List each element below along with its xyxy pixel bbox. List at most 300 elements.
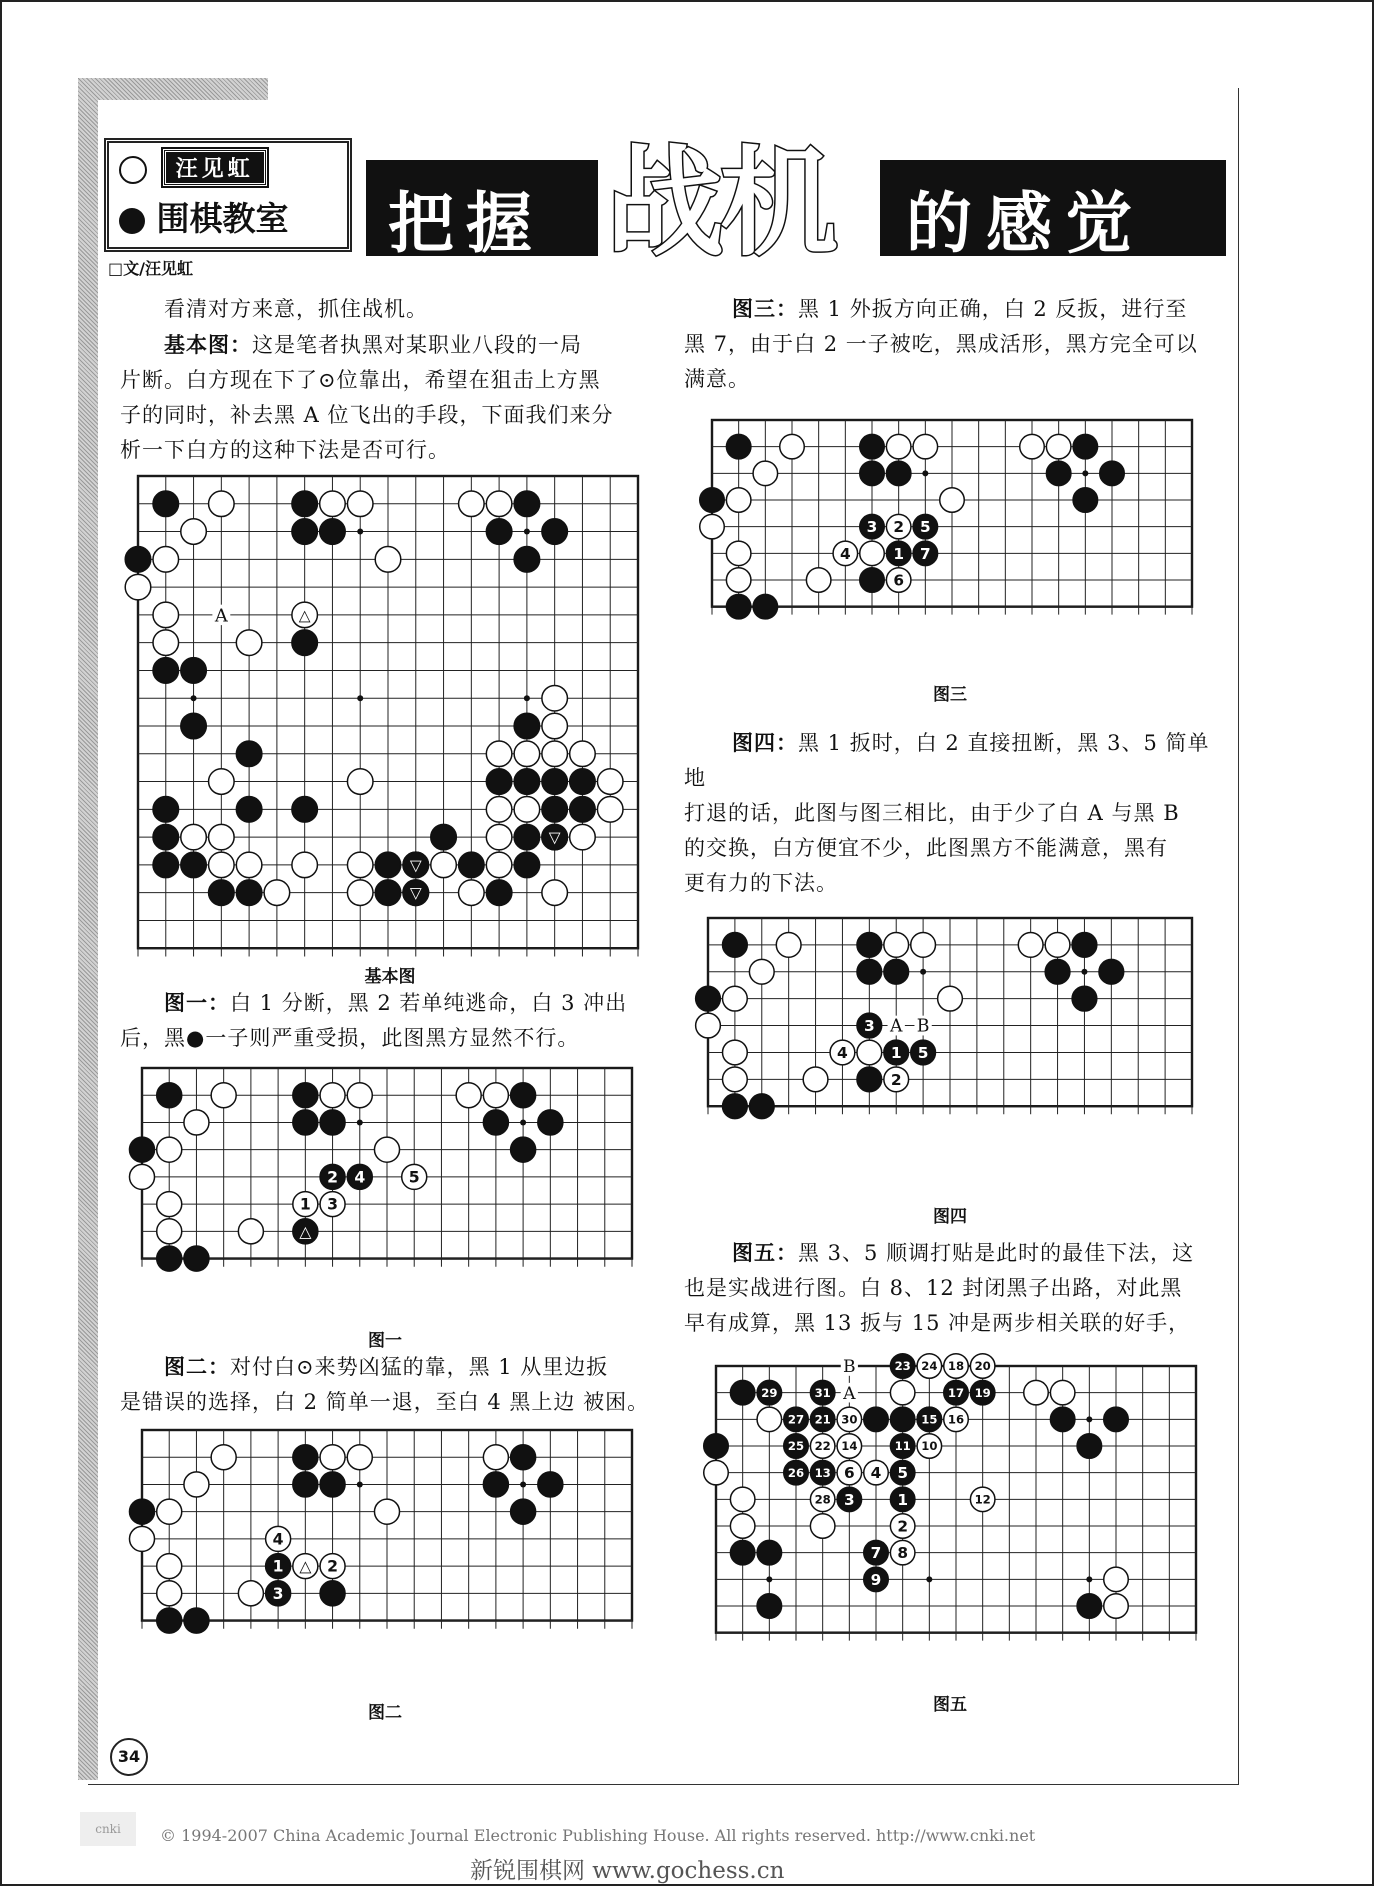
black-stone: [542, 797, 568, 823]
star-point: [1086, 1576, 1092, 1582]
black-stone-icon: [119, 208, 145, 234]
move-number: 8: [897, 1544, 909, 1563]
point-letter: A: [889, 1016, 903, 1037]
move-number: 3: [863, 1017, 875, 1036]
move-number: 17: [947, 1385, 965, 1400]
white-stone: [347, 1445, 372, 1470]
move-number: 22: [814, 1439, 831, 1454]
move-number: 2: [897, 1517, 909, 1536]
move-number: 26: [787, 1465, 805, 1480]
move-number: 30: [841, 1412, 858, 1427]
black-stone: [514, 547, 540, 573]
fig4-label: 图四：: [732, 731, 798, 755]
white-stone: [1104, 1594, 1129, 1619]
move-number: 2: [327, 1556, 339, 1576]
white-stone: [753, 461, 778, 486]
title-left: 把握: [388, 185, 544, 262]
black-stone: [486, 880, 512, 906]
black-stone: [153, 797, 179, 823]
star-point: [1081, 969, 1087, 975]
black-stone: [375, 852, 401, 878]
point-letter: B: [843, 1357, 856, 1378]
black-stone: [153, 852, 179, 878]
white-stone: [597, 797, 623, 823]
white-stone: [375, 547, 401, 573]
move-number: △: [299, 1556, 312, 1576]
basic-line: 子的同时，补去黑 A 位飞出的手段，下面我们来分: [120, 403, 614, 427]
move-number: 3: [327, 1194, 339, 1214]
black-stone: [860, 461, 885, 486]
white-stone: [913, 434, 938, 459]
white-stone: [211, 1083, 236, 1108]
caption-fig2: 图二: [368, 1703, 402, 1723]
point-letter: A: [843, 1383, 856, 1404]
black-stone: [757, 1594, 782, 1619]
move-number: 4: [272, 1529, 284, 1549]
white-stone: [320, 1445, 345, 1470]
black-stone: [320, 519, 346, 545]
white-stone: [157, 1499, 182, 1524]
white-stone: [211, 1445, 236, 1470]
white-stone: [1104, 1567, 1129, 1592]
white-stone: [181, 519, 207, 545]
black-stone: [486, 769, 512, 795]
black-stone: [570, 797, 596, 823]
fig2-line: 对付白⊙来势凶猛的靠，黑 1 从里边扳: [230, 1355, 609, 1379]
white-stone: [347, 1083, 372, 1108]
white-stone: [1046, 434, 1071, 459]
fig5-line: 早有成算，黑 13 扳与 15 冲是两步相关联的好手，: [684, 1311, 1191, 1335]
black-stone: [542, 519, 568, 545]
black-stone: [730, 1380, 755, 1405]
white-stone: [911, 933, 936, 958]
black-stone: [570, 769, 596, 795]
white-stone: [184, 1110, 209, 1135]
move-number: 1: [890, 1044, 902, 1063]
diagram-fig5: [716, 1357, 1196, 1670]
white-stone: [486, 797, 512, 823]
column-name-label: 围棋教室: [156, 199, 289, 238]
move-number: 1: [893, 544, 905, 563]
title-right-block: [880, 160, 1226, 262]
move-number: 5: [897, 1464, 909, 1483]
white-stone: [157, 1581, 182, 1606]
black-stone: [184, 1246, 209, 1271]
star-point: [524, 529, 530, 535]
author-tag-label: 汪见虹: [163, 149, 267, 186]
black-stone: [704, 1434, 729, 1459]
white-stone: [1050, 1380, 1075, 1405]
star-point: [357, 529, 363, 535]
white-stone: [938, 986, 963, 1011]
white-stone: [726, 488, 751, 513]
black-stone: [538, 1110, 563, 1135]
white-stone: [486, 852, 512, 878]
star-point: [922, 470, 928, 476]
black-stone: [184, 1608, 209, 1633]
basic-label: 基本图：: [164, 333, 252, 357]
move-number: 20: [974, 1359, 991, 1374]
byline: □文/汪见虹: [108, 259, 193, 278]
black-stone: [542, 769, 568, 795]
diagram-fig3: [712, 418, 1192, 668]
move-number: 16: [947, 1412, 965, 1427]
white-stone: [157, 1219, 182, 1244]
star-point: [766, 1576, 772, 1582]
black-stone: [514, 852, 540, 878]
move-number: 2: [327, 1167, 339, 1187]
white-stone: [884, 933, 909, 958]
move-number: 4: [837, 1044, 848, 1063]
white-stone: [696, 1013, 721, 1038]
white-stone: [347, 852, 373, 878]
caption-fig1: 图一: [368, 1331, 402, 1351]
title-big: 战机: [606, 134, 835, 272]
fig5-label: 图五：: [732, 1241, 798, 1265]
star-point: [191, 695, 197, 701]
move-number: 2: [893, 518, 905, 537]
white-stone: [347, 491, 373, 517]
black-stone: [860, 434, 885, 459]
white-stone: [730, 1514, 755, 1539]
black-stone: [514, 491, 540, 517]
basic-line: 析一下白方的这种下法是否可行。: [120, 438, 450, 462]
move-number: 7: [919, 544, 931, 563]
fig2-paragraph: [120, 1350, 660, 1420]
fig1-line: 后，黑●一子则严重受损，此图黑方显然不行。: [120, 1026, 580, 1050]
white-stone: [374, 1499, 399, 1524]
move-number: 28: [814, 1492, 831, 1507]
author-tag: [119, 149, 267, 186]
fig5-line: 黑 3、5 顺调打贴是此时的最佳下法，这: [798, 1241, 1195, 1265]
move-number: 25: [787, 1439, 805, 1454]
diagram-fig2: [142, 1428, 632, 1678]
white-stone: [940, 488, 965, 513]
black-stone: [292, 491, 318, 517]
copyright-footer[interactable]: © 1994-2007 China Academic Journal Electronic Publishing House. All rights reserved. http://www.cnki.net: [160, 1826, 1036, 1845]
black-stone: [486, 519, 512, 545]
white-stone: [570, 741, 596, 767]
black-stone: [293, 1445, 318, 1470]
black-stone: [129, 1137, 154, 1162]
move-number: 14: [841, 1439, 858, 1454]
black-stone: [726, 594, 751, 619]
black-stone: [730, 1540, 755, 1565]
white-stone: [542, 685, 568, 711]
star-point: [920, 969, 926, 975]
white-stone: [209, 824, 235, 850]
black-stone: [483, 1472, 508, 1497]
fig5-line: 也是实战进行图。白 8、12 封闭黑子出路，对此黑: [684, 1276, 1183, 1300]
white-stone: [1020, 434, 1045, 459]
black-stone: [511, 1137, 536, 1162]
move-number: 11: [894, 1439, 911, 1454]
move-number: 24: [921, 1359, 938, 1374]
black-stone: [1073, 434, 1098, 459]
black-stone: [293, 1083, 318, 1108]
white-stone: [514, 741, 540, 767]
black-stone: [1100, 461, 1125, 486]
black-stone: [157, 1083, 182, 1108]
fig3-line: 黑 7，由于白 2 一子被吃，黑成活形，黑方完全可以: [684, 332, 1198, 356]
black-stone: [514, 713, 540, 739]
white-stone: [153, 602, 179, 628]
star-point: [357, 1481, 363, 1487]
fig3-line: 黑 1 外扳方向正确，白 2 反扳，进行至: [798, 297, 1188, 321]
black-stone: [181, 852, 207, 878]
fig1-label: 图一：: [164, 991, 230, 1015]
fig3-line: 满意。: [684, 367, 750, 391]
white-stone: [347, 880, 373, 906]
move-number: 12: [974, 1492, 991, 1507]
white-stone: [726, 541, 751, 566]
black-stone: [293, 1472, 318, 1497]
white-stone: [542, 880, 568, 906]
move-number: 18: [947, 1359, 965, 1374]
move-number: 4: [870, 1464, 882, 1483]
white-stone: [456, 1083, 481, 1108]
star-point: [357, 1119, 363, 1125]
star-point: [520, 1119, 526, 1125]
black-stone: [696, 986, 721, 1011]
move-number: 1: [897, 1490, 909, 1509]
fig4-line: 更有力的下法。: [684, 871, 838, 895]
caption-fig5: 图五: [933, 1695, 967, 1715]
white-stone: [238, 1581, 263, 1606]
white-stone: [181, 824, 207, 850]
white-stone: [570, 824, 596, 850]
move-number: 4: [354, 1167, 366, 1187]
white-stone: [238, 1219, 263, 1244]
move-number: 3: [272, 1583, 284, 1603]
white-stone: [483, 1083, 508, 1108]
white-stone: [236, 630, 262, 656]
star-point: [1086, 1416, 1092, 1422]
black-stone: [153, 491, 179, 517]
white-stone: [209, 852, 235, 878]
white-stone: [153, 547, 179, 573]
black-stone: [857, 959, 882, 984]
white-stone: [726, 568, 751, 593]
white-stone-icon: [119, 156, 147, 184]
white-stone: [459, 491, 485, 517]
white-stone: [129, 1526, 154, 1551]
white-stone: [157, 1554, 182, 1579]
point-letter: B: [916, 1016, 930, 1037]
white-stone: [700, 514, 725, 539]
white-stone: [153, 630, 179, 656]
black-stone: [375, 880, 401, 906]
white-stone: [459, 880, 485, 906]
move-number: 10: [921, 1439, 938, 1454]
black-stone: [890, 1407, 915, 1432]
move-number: 19: [974, 1385, 991, 1400]
move-number: 4: [839, 544, 851, 563]
black-stone: [320, 1472, 345, 1497]
stone-mark: ▽: [409, 884, 422, 903]
fig4-line: 的交换，白方便宜不少，此图黑方不能满意，黑有: [684, 836, 1168, 860]
move-number: 5: [919, 518, 931, 537]
point-letter: A: [214, 605, 228, 627]
diagram-fig1: [142, 1066, 632, 1306]
white-stone: [292, 852, 318, 878]
black-stone: [757, 1540, 782, 1565]
caption-fig3: 图三: [933, 685, 967, 705]
black-stone: [459, 852, 485, 878]
white-stone: [723, 1067, 748, 1092]
white-stone: [209, 491, 235, 517]
black-stone: [723, 933, 748, 958]
white-stone: [320, 491, 346, 517]
black-stone: [1073, 488, 1098, 513]
black-stone: [514, 824, 540, 850]
title-left-block: [366, 160, 598, 262]
white-stone: [486, 741, 512, 767]
move-number: 6: [843, 1464, 855, 1483]
white-stone: [890, 1380, 915, 1405]
black-stone: [431, 824, 457, 850]
move-number: 5: [917, 1044, 929, 1063]
black-stone: [723, 1094, 748, 1119]
white-stone: [184, 1472, 209, 1497]
black-stone: [857, 1067, 882, 1092]
black-stone: [181, 713, 207, 739]
basic-line: 这是笔者执黑对某职业八段的一局: [252, 333, 582, 357]
black-stone: [181, 658, 207, 684]
fig4-paragraph: [684, 726, 1224, 901]
black-stone: [157, 1608, 182, 1633]
stone-mark: ▽: [409, 856, 422, 875]
white-stone: [347, 769, 373, 795]
white-stone: [806, 568, 831, 593]
fig3-label: 图三：: [732, 297, 798, 321]
white-stone: [157, 1137, 182, 1162]
move-number: 27: [787, 1412, 805, 1427]
stone-mark: ▽: [548, 828, 561, 847]
black-stone: [292, 519, 318, 545]
black-stone: [1072, 986, 1097, 1011]
basic-paragraph: [120, 328, 660, 468]
black-stone: [1077, 1434, 1102, 1459]
site-footer[interactable]: 新锐围棋网 www.gochess.cn: [470, 1858, 785, 1884]
black-stone: [125, 547, 151, 573]
black-stone: [292, 797, 318, 823]
move-number: 3: [866, 518, 878, 537]
white-stone: [125, 574, 151, 600]
black-stone: [749, 1094, 774, 1119]
move-number: 6: [893, 571, 905, 590]
move-number: 7: [870, 1544, 882, 1563]
black-stone: [236, 741, 262, 767]
black-stone: [860, 568, 885, 593]
white-stone: [374, 1137, 399, 1162]
star-point: [1082, 470, 1088, 476]
move-number: 21: [814, 1412, 831, 1427]
white-stone: [320, 1083, 345, 1108]
black-stone: [483, 1110, 508, 1135]
black-stone: [157, 1246, 182, 1271]
move-number: 1: [272, 1556, 284, 1576]
white-stone: [514, 797, 540, 823]
white-stone: [129, 1164, 154, 1189]
white-stone: [857, 1040, 882, 1065]
star-point: [357, 695, 363, 701]
black-stone: [292, 630, 318, 656]
white-stone: [810, 1514, 835, 1539]
black-stone: [236, 880, 262, 906]
black-stone: [1045, 959, 1070, 984]
white-stone: [236, 852, 262, 878]
black-stone: [857, 933, 882, 958]
white-stone: [597, 769, 623, 795]
black-stone: [886, 461, 911, 486]
white-stone: [723, 1040, 748, 1065]
fig2-line: 是错误的选择，白 2 简单一退，至白 4 黑上边 被困。: [120, 1390, 650, 1414]
black-stone: [153, 658, 179, 684]
black-stone: [1099, 959, 1124, 984]
white-stone: [730, 1487, 755, 1512]
black-stone: [236, 797, 262, 823]
diagram-fig4: [708, 916, 1192, 1168]
white-stone: [757, 1407, 782, 1432]
basic-line: 片断。白方现在下了⊙位靠出，希望在狙击上方黑: [120, 368, 601, 392]
white-stone: [749, 959, 774, 984]
white-stone: [723, 986, 748, 1011]
black-stone: [129, 1499, 154, 1524]
move-number: 13: [814, 1465, 831, 1480]
black-stone: [511, 1445, 536, 1470]
black-stone: [538, 1472, 563, 1497]
move-number: 15: [921, 1412, 938, 1427]
black-stone: [1072, 933, 1097, 958]
fig1-line: 白 1 分断，黑 2 若单纯逃命，白 3 冲出: [230, 991, 628, 1015]
move-number: 3: [843, 1490, 855, 1509]
white-stone: [860, 541, 885, 566]
black-stone: [511, 1499, 536, 1524]
white-stone: [542, 713, 568, 739]
fig1-paragraph: [120, 986, 660, 1056]
white-stone: [431, 852, 457, 878]
fig3-paragraph: [684, 292, 1224, 397]
white-stone: [1045, 933, 1070, 958]
move-number: 23: [894, 1359, 911, 1374]
stone-mark: △: [298, 606, 311, 625]
white-stone: [486, 491, 512, 517]
black-stone: [1046, 461, 1071, 486]
white-stone: [157, 1192, 182, 1217]
move-number: 2: [890, 1070, 902, 1089]
white-stone: [1018, 933, 1043, 958]
star-point: [520, 1481, 526, 1487]
black-stone: [293, 1110, 318, 1135]
page-number: 34: [110, 1738, 148, 1776]
move-number: 31: [814, 1385, 831, 1400]
star-point: [524, 695, 530, 701]
white-stone: [803, 1067, 828, 1092]
black-stone: [726, 434, 751, 459]
black-stone: [320, 1581, 345, 1606]
white-stone: [776, 933, 801, 958]
white-stone: [886, 434, 911, 459]
column-name: [119, 193, 289, 240]
star-point: [926, 1576, 932, 1582]
black-stone: [700, 488, 725, 513]
move-number: 29: [761, 1385, 778, 1400]
white-stone: [209, 769, 235, 795]
intro-text: 看清对方来意，抓住战机。: [164, 297, 428, 321]
move-number: 5: [408, 1167, 420, 1187]
black-stone: [884, 959, 909, 984]
